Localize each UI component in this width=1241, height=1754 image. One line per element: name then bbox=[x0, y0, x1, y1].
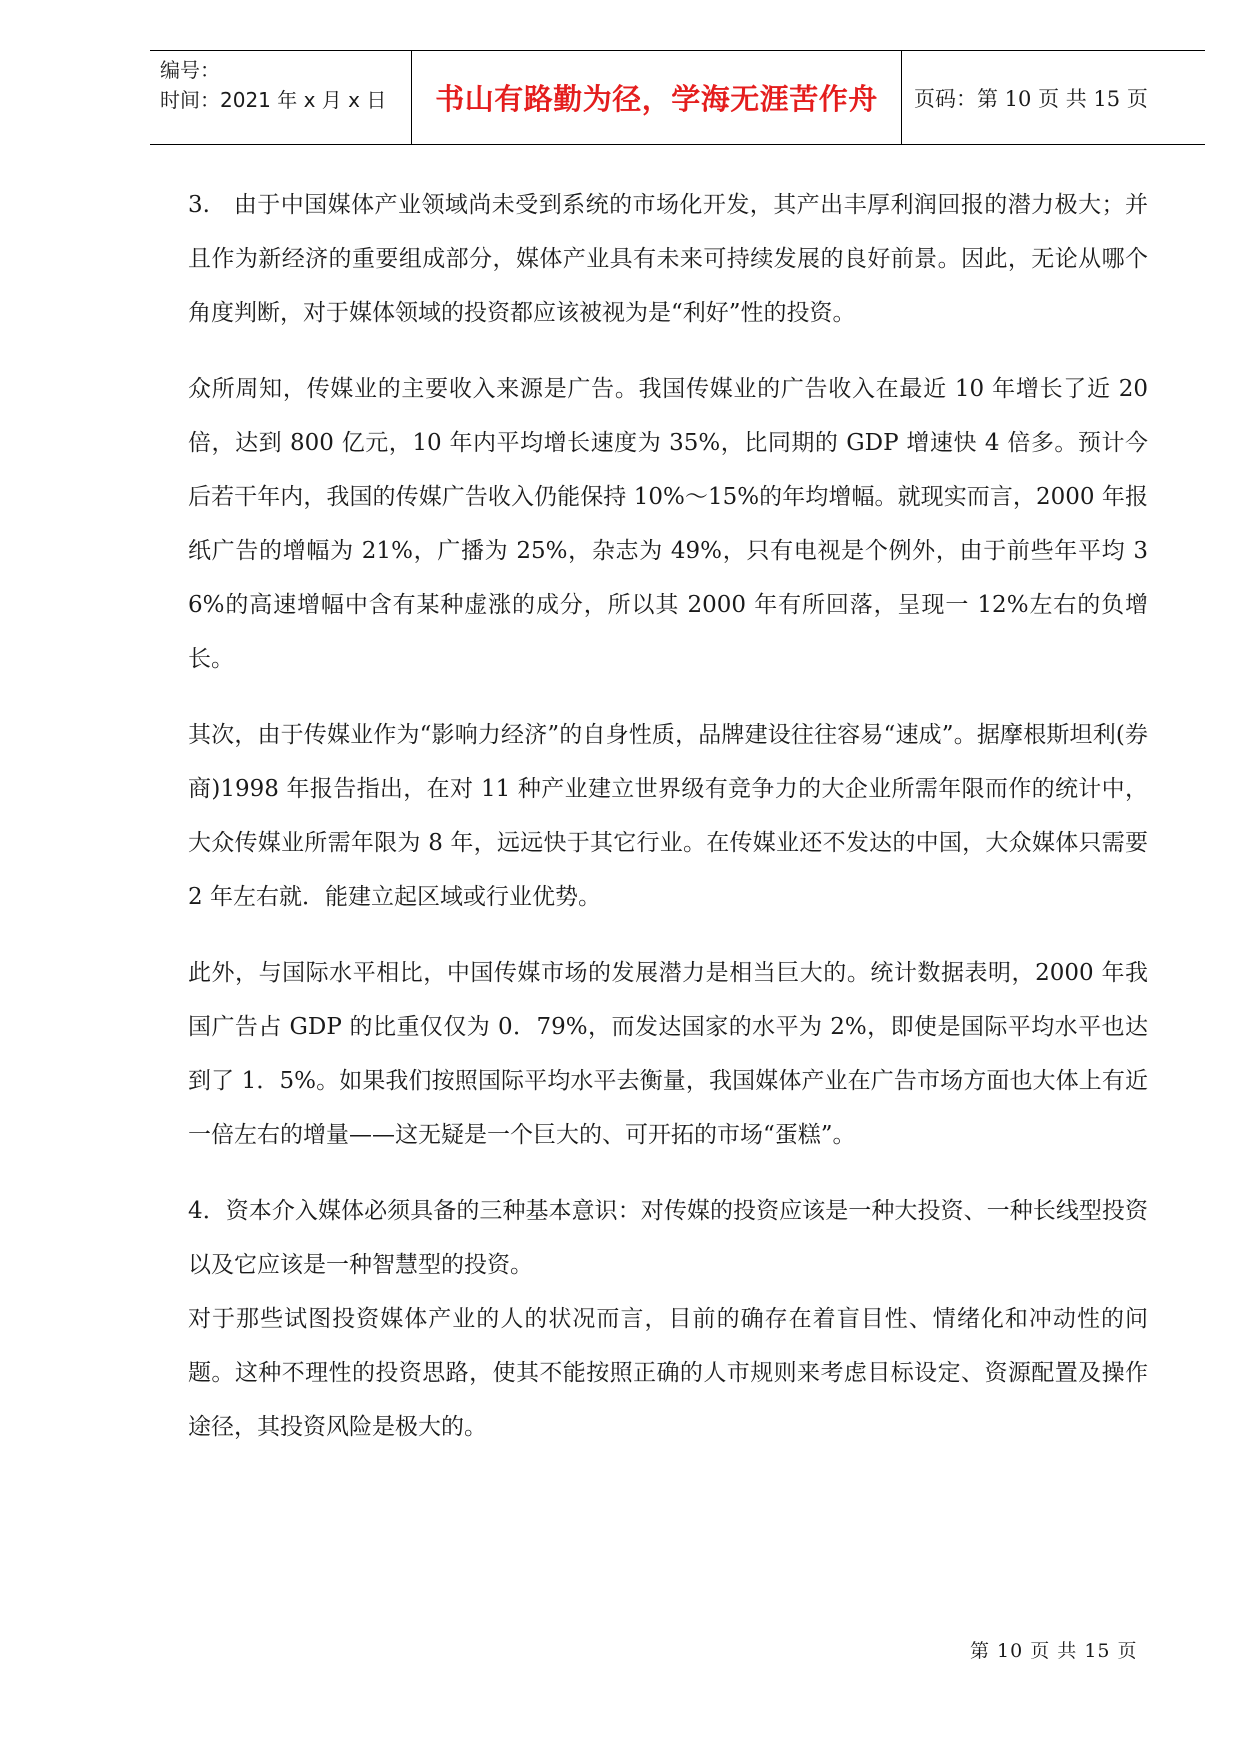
document-body bbox=[188, 178, 1148, 1454]
paragraph-brand-building: 其次，由于传媒业作为“影响力经济”的自身性质，品牌建设往往容易“速成”。据摩根斯坦利(券商)1998 年报告指出，在对 11 种产业建立世界级有竞争力的大企业所需年限而作的统计中，大众传媒业所需年限为 8 年，远远快于其它行业。在传媒业还不发达的中国，大众媒体只需要 2 年左右就．能建立起区域或行业优势。 bbox=[188, 722, 1148, 910]
paragraph-three-awareness: 4．资本介入媒体必须具备的三种基本意识：对传媒的投资应该是一种大投资、一种长线型投资以及它应该是一种智慧型的投资。 bbox=[188, 1198, 1148, 1278]
paragraph-market-potential: 此外，与国际水平相比，中国传媒市场的发展潜力是相当巨大的。统计数据表明，2000 年我国广告占 GDP 的比重仅仅为 0．79%，而发达国家的水平为 2%，即使是国际平均水平也达到了 1．5%。如果我们按照国际平均水平去衡量，我国媒体产业在广告市场方面也大体上有近一倍左右的增量——这无疑是一个巨大的、可开拓的市场“蛋糕”。 bbox=[188, 960, 1148, 1148]
page-footer: 第 10 页 共 15 页 bbox=[970, 1640, 1138, 1662]
paragraph-investment-risk: 对于那些试图投资媒体产业的人的状况而言，目前的确存在着盲目性、情绪化和冲动性的问题。这种不理性的投资思路，使其不能按照正确的人市规则来考虑目标设定、资源配置及操作途径，其投资风险是极大的。 bbox=[188, 1306, 1148, 1440]
header-page-info: 页码：第 10 页 共 15 页 bbox=[914, 86, 1148, 111]
paragraph-investment-outlook: 3. 由于中国媒体产业领域尚未受到系统的市场化开发，其产出丰厚利润回报的潜力极大；并且作为新经济的重要组成部分，媒体产业具有未来可持续发展的良好前景。因此，无论从哪个角度判断，对于媒体领域的投资都应该被视为是“利好”性的投资。 bbox=[188, 192, 1148, 326]
time-label: 时间：2021 年 x 月 x 日 bbox=[160, 88, 387, 112]
serial-number-label: 编号： bbox=[160, 58, 220, 82]
page-header bbox=[150, 50, 1205, 145]
header-motto: 书山有路勤为径，学海无涯苦作舟 bbox=[412, 51, 902, 144]
paragraph-advertising-revenue: 众所周知，传媒业的主要收入来源是广告。我国传媒业的广告收入在最近 10 年增长了近 20 倍，达到 800 亿元，10 年内平均增长速度为 35%，比同期的 GDP 增速快 4 倍多。预计今后若干年内，我国的传媒广告收入仍能保持 10%～15%的年均增幅。就现实而言，2000 年报纸广告的增幅为 21%，广播为 25%，杂志为 49%，只有电视是个例外，由于前些年平均 36%的高速增幅中含有某种虚涨的成分，所以其 2000 年有所回落，呈现一 12%左右的负增长。 bbox=[188, 376, 1148, 672]
header-meta bbox=[150, 51, 412, 144]
